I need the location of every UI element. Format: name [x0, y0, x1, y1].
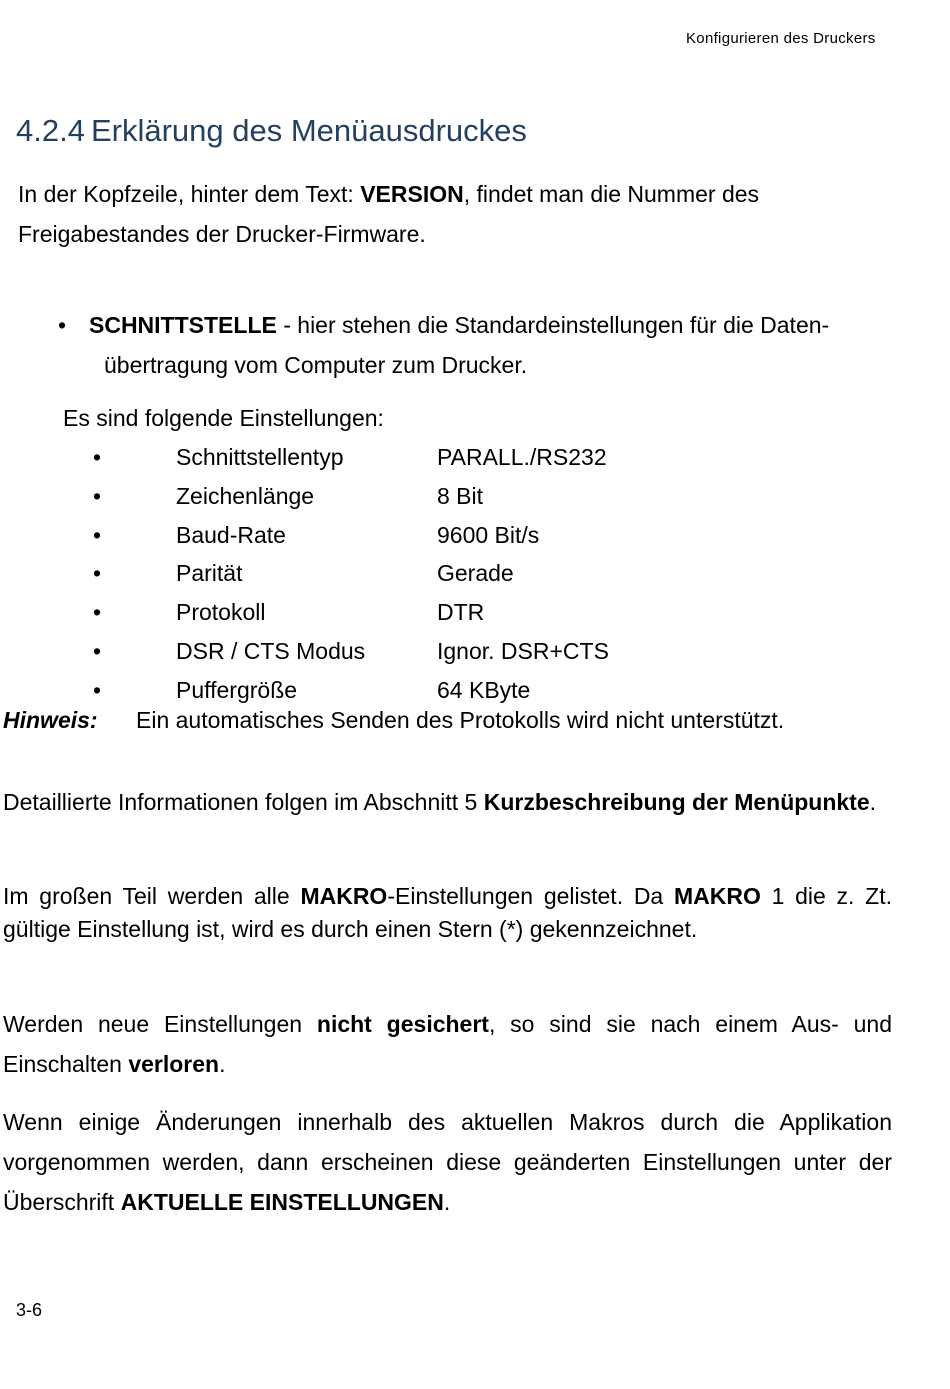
save-paragraph [3, 1004, 892, 1084]
setting-name: Zeichenlänge [176, 482, 315, 509]
setting-value: Ignor. DSR+CTS [437, 637, 609, 664]
setting-value: 9600 Bit/s [437, 521, 540, 548]
changes-bold: AKTUELLE EINSTELLUNGEN [120, 1189, 444, 1215]
setting-name: DSR / CTS Modus [176, 637, 366, 664]
bullet-icon: • [93, 444, 102, 470]
intro-paragraph [18, 174, 838, 254]
bullet-icon: • [58, 312, 67, 338]
setting-name: Protokoll [176, 599, 266, 626]
section-heading [16, 113, 527, 149]
intro-text-end: , findet man die Nummer des Freigabestandes der Drucker-Firmware. [18, 181, 760, 247]
interface-bullet [58, 305, 858, 385]
intro-bold-version: VERSION [360, 181, 464, 207]
details-text-end: . [869, 789, 877, 815]
setting-name: Parität [176, 560, 243, 587]
setting-row [93, 477, 653, 516]
interface-line-2: übertragung vom Computer zum Drucker. [104, 352, 528, 378]
setting-name: Baud-Rate [176, 521, 286, 548]
bullet-icon: • [93, 482, 102, 509]
bullet-icon: • [93, 676, 102, 703]
details-paragraph [3, 782, 892, 822]
settings-list [93, 438, 653, 710]
setting-row [93, 671, 653, 710]
setting-value: 8 Bit [437, 482, 484, 509]
details-text: Detaillierte Informationen folgen im Abschnitt 5 [3, 789, 484, 815]
macros-text: Im großen Teil werden alle [3, 883, 301, 909]
macros-text-3: 1 die z. Zt. gültige Einstellung ist, wird es durch einen Stern (*) gekennzeichnet. [3, 883, 892, 942]
setting-row [93, 593, 653, 632]
bullet-icon: • [93, 637, 102, 664]
running-header: Konfigurieren des Druckers [686, 30, 876, 47]
save-text-2: , so sind sie nach einem Aus- und Einschalten [3, 1011, 892, 1077]
save-bold-1: nicht gesichert [316, 1011, 489, 1037]
interface-bold-label: SCHNITTSTELLE [89, 312, 277, 338]
setting-value: Gerade [437, 560, 514, 587]
save-text-3: . [219, 1051, 226, 1077]
macros-bold-1: MAKRO [300, 883, 388, 909]
hint-label: Hinweis: [3, 707, 98, 733]
page-number: 3-6 [16, 1300, 43, 1320]
setting-row [93, 516, 653, 555]
interface-line-1 [58, 305, 858, 345]
interface-text: - hier stehen die Standardeinstellungen für die Daten- [276, 312, 830, 338]
bullet-icon: • [93, 599, 102, 626]
save-bold-2: verloren [128, 1051, 220, 1077]
setting-value: PARALL./RS232 [437, 444, 607, 470]
macros-paragraph [3, 880, 892, 946]
setting-row [93, 632, 653, 671]
settings-intro: Es sind folgende Einstellungen: [63, 405, 384, 431]
section-number: 4.2.4 [16, 113, 85, 148]
hint-text: Ein automatisches Senden des Protokolls wird nicht unterstützt. [136, 707, 785, 733]
intro-text: In der Kopfzeile, hinter dem Text: [18, 181, 361, 207]
bullet-icon: • [93, 521, 102, 548]
changes-text-end: . [443, 1189, 451, 1215]
save-text: Werden neue Einstellungen [3, 1011, 317, 1037]
details-bold-reference: Kurzbeschreibung der Menüpunkte [483, 789, 870, 815]
macros-text-2: -Einstellungen gelistet. Da [387, 883, 674, 909]
setting-row [93, 438, 653, 477]
changes-text: Wenn einige Änderungen innerhalb des aktuellen Makros durch die Applikation vorgenommen werden, dann erscheinen diese geänderten Einstellungen unter der Überschrift [3, 1109, 892, 1215]
macros-bold-2: MAKRO [673, 883, 761, 909]
setting-name: Schnittstellentyp [176, 444, 344, 470]
changes-paragraph [3, 1102, 892, 1222]
bullet-icon: • [93, 560, 102, 587]
setting-row [93, 554, 653, 593]
section-title: Erklärung des Menüausdruckes [90, 113, 527, 148]
setting-value: 64 KByte [437, 676, 531, 703]
setting-name: Puffergröße [176, 676, 298, 703]
hint-note [3, 707, 784, 734]
setting-value: DTR [437, 599, 485, 626]
